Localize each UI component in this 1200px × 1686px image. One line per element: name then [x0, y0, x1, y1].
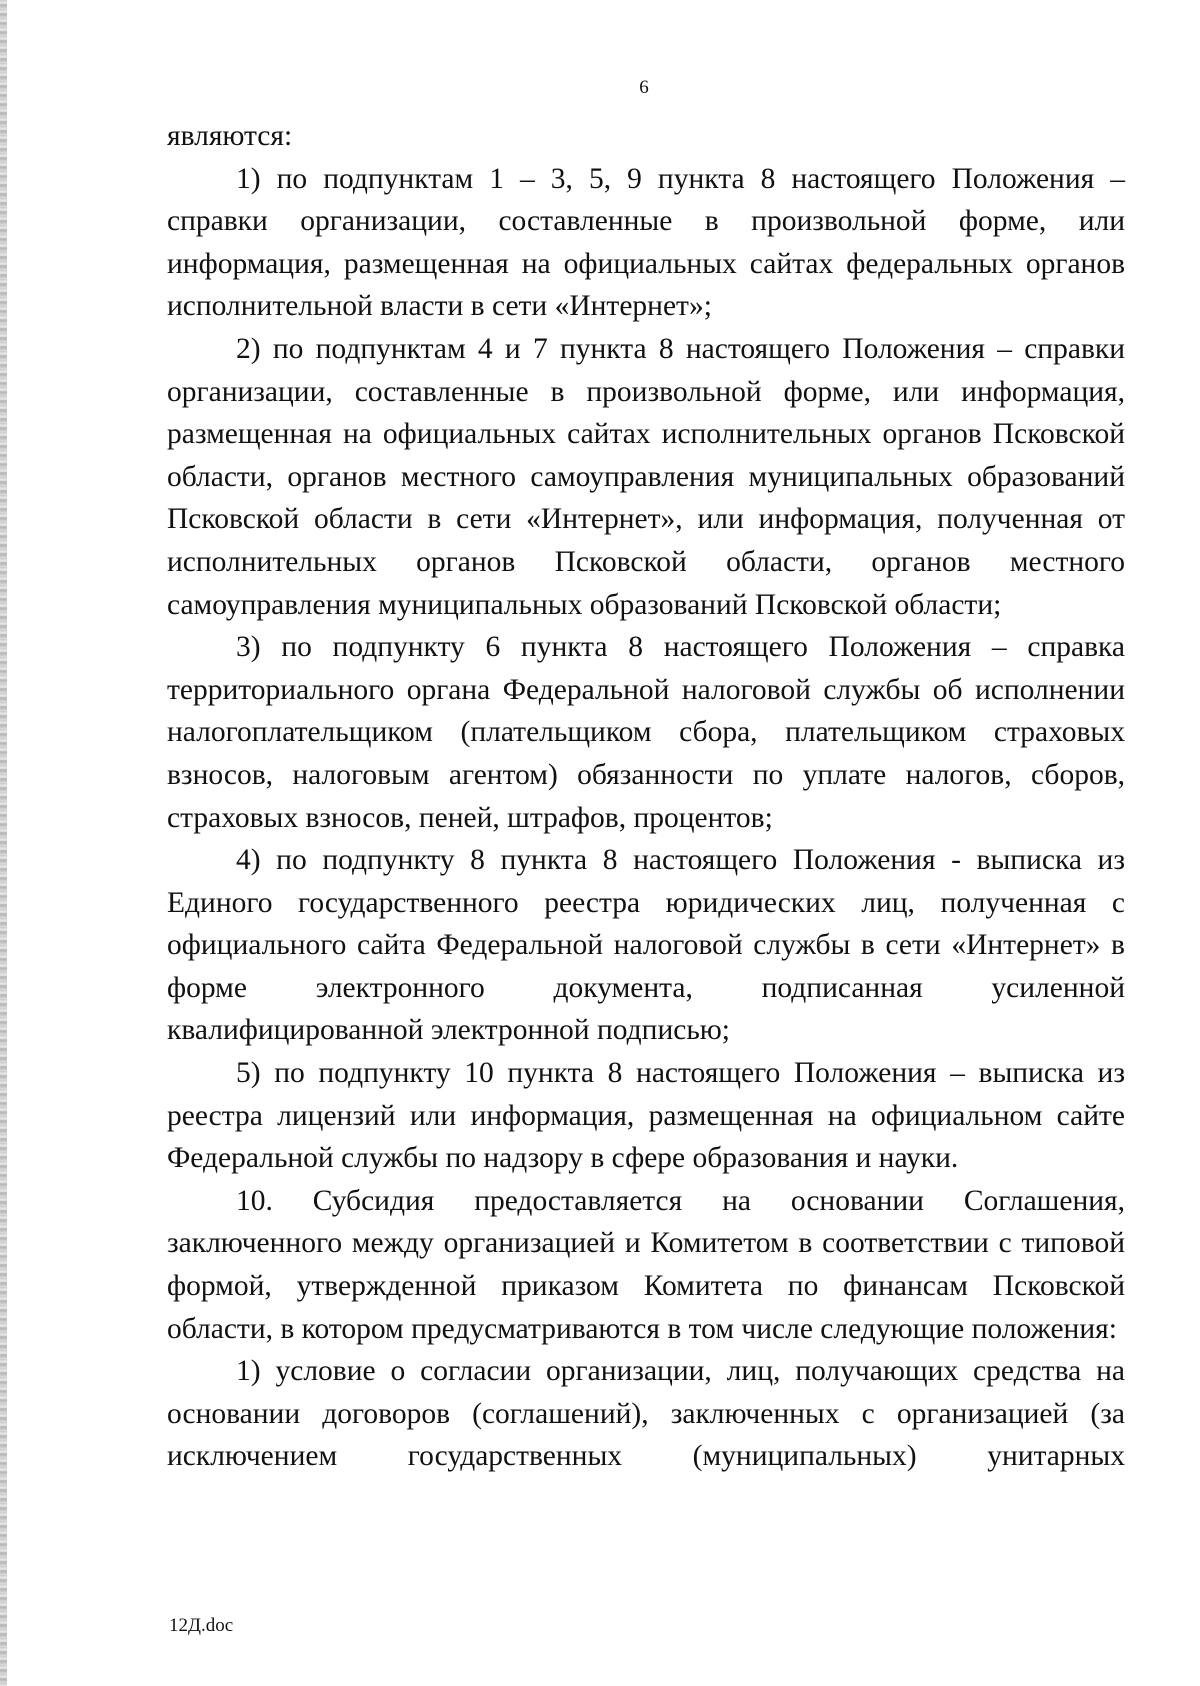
- scan-edge: [0, 0, 7, 1686]
- paragraph-continuation: являются:: [167, 120, 293, 152]
- document-body: [167, 115, 1125, 1478]
- paragraph-item-4: 4) по подпункту 8 пункта 8 настоящего Положения - выписка из Единого государственного реестра юридических лиц, полученная с официального сайта Федеральной налоговой службы в сети «Интернет» в форме электронного документа, подписанная усиленной квалифицированной электронной подписью;: [167, 844, 1125, 1047]
- paragraph-item-3: 3) по подпункту 6 пункта 8 настоящего Положения – справка территориального органа Федеральной налоговой службы об исполнении налогоплательщиком (плательщиком сбора, плательщиком страховых взносов, налоговым агентом) обязанности по уплате налогов, сборов, страховых взносов, пеней, штрафов, процентов;: [167, 631, 1125, 834]
- page-number: 6: [639, 77, 649, 98]
- paragraph-item-5: 5) по подпункту 10 пункта 8 настоящего Положения – выписка из реестра лицензий или информация, размещенная на официальном сайте Федеральной службы по надзору в сфере образования и науки.: [167, 1057, 1125, 1175]
- paragraph-section-10-item-1: 1) условие о согласии организации, лиц, получающих средства на основании договоров (соглашений), заключенных с организацией (за исключением государственных (муниципальных) унитарных: [167, 1355, 1125, 1473]
- paragraph-section-10: 10. Субсидия предоставляется на основании Соглашения, заключенного между организацией и Комитетом в соответствии с типовой формой, утвержденной приказом Комитета по финансам Псковской области, в котором предусматриваются в том числе следующие положения:: [167, 1184, 1125, 1345]
- paragraph-item-1: 1) по подпунктам 1 – 3, 5, 9 пункта 8 настоящего Положения – справки организации, составленные в произвольной форме, или информация, размещенная на официальных сайтах федеральных органов исполнительной власти в сети «Интернет»;: [167, 162, 1125, 323]
- paragraph-item-2: 2) по подпунктам 4 и 7 пункта 8 настоящего Положения – справки организации, составленные в произвольной форме, или информация, размещенная на официальных сайтах исполнительных органов Псковской области, органов местного самоуправления муниципальных образований Псковской области в сети «Интернет», или информация, полученная от исполнительных органов Псковской области, органов местного самоуправления муниципальных образований Псковской области;: [167, 332, 1125, 621]
- footer-filename: 12Д.doc: [169, 1615, 234, 1636]
